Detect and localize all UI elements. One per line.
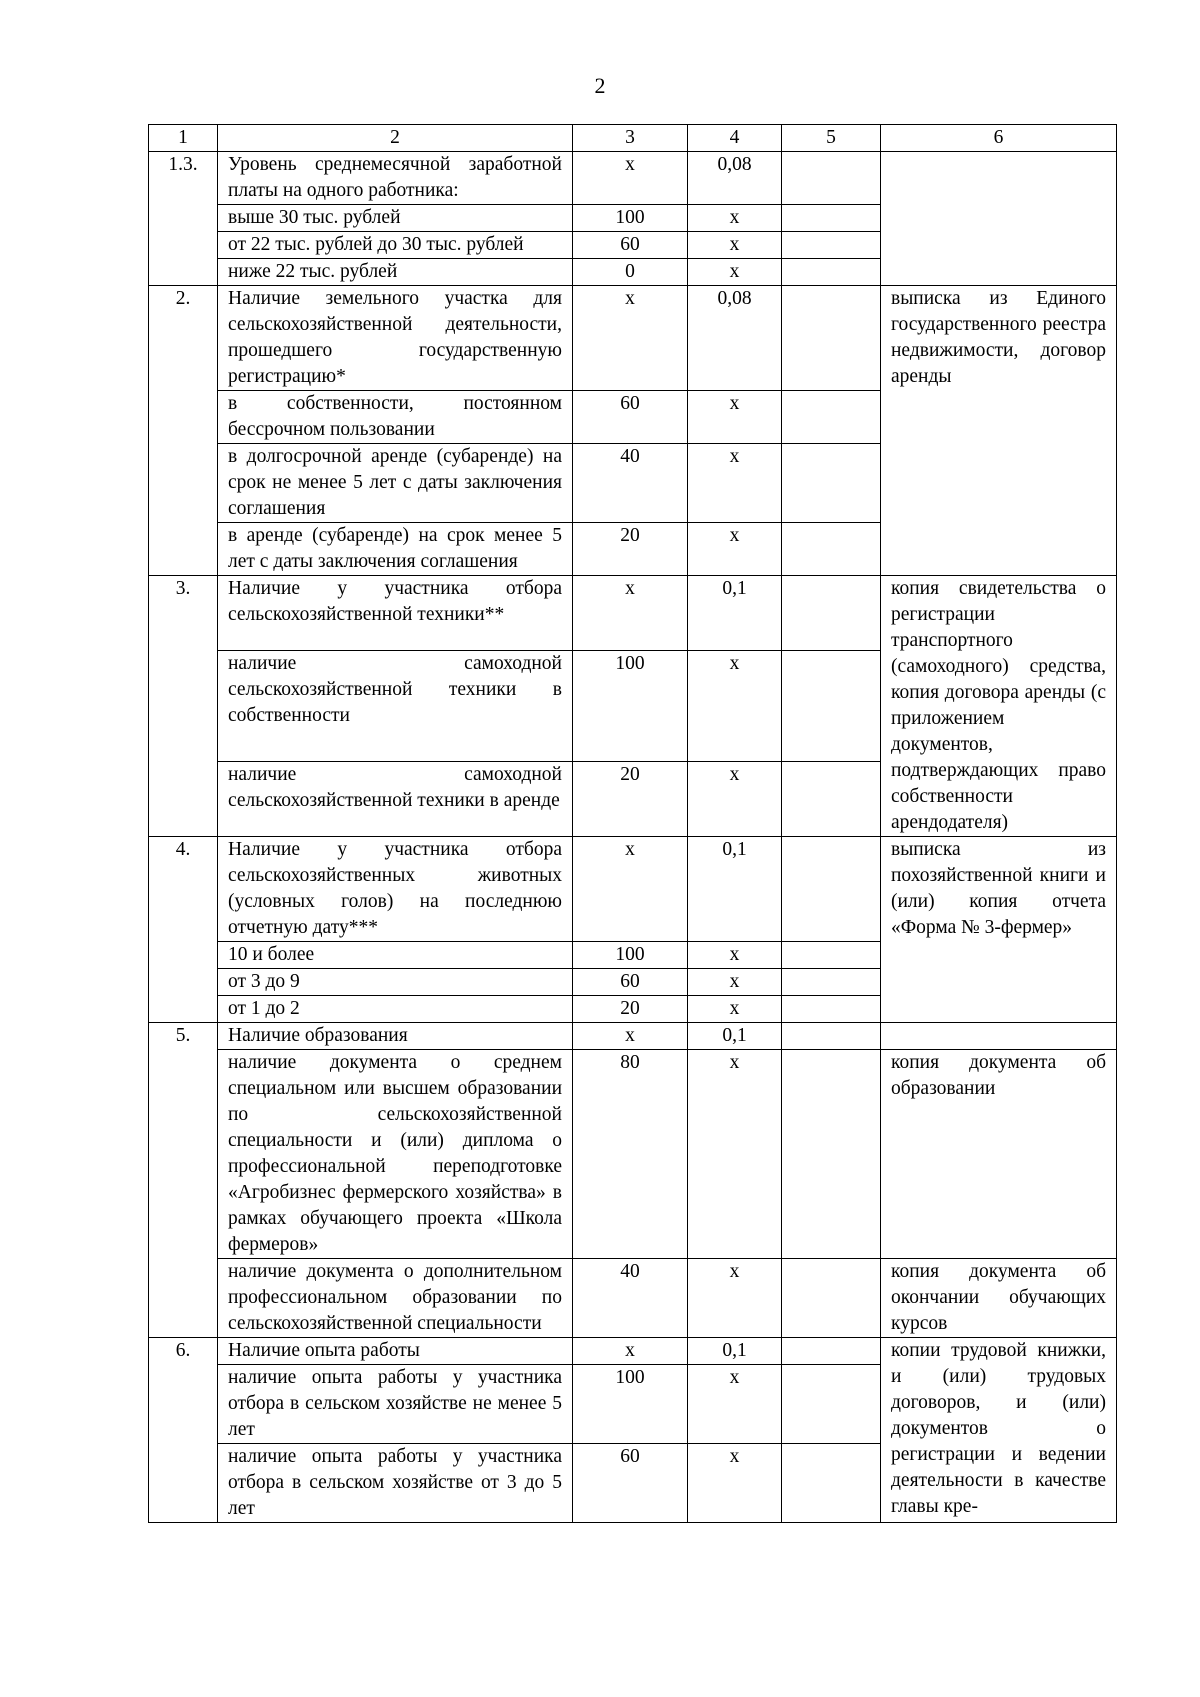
- points-cell: 60: [573, 969, 688, 996]
- score-cell: [782, 762, 881, 837]
- weight-cell: х: [688, 650, 782, 761]
- criterion-cell: в собственности, постоянном бессрочном пользовании: [218, 391, 573, 444]
- weight-cell: х: [688, 1259, 782, 1338]
- table-row: [149, 1050, 1117, 1259]
- weight-cell: 0,08: [688, 286, 782, 391]
- table-row: [149, 286, 1117, 391]
- score-cell: [782, 444, 881, 523]
- criterion-cell: наличие самоходной сельскохозяйственной техники в собственности: [218, 650, 573, 761]
- document-cell: копия свидетельства о регистрации транспортного (самоходного) средства, копия договора аренды (с приложением документов, подтверждающих право собственности арендодателя): [881, 576, 1117, 837]
- criterion-cell: 10 и более: [218, 942, 573, 969]
- weight-cell: х: [688, 942, 782, 969]
- score-cell: [782, 1444, 881, 1523]
- criterion-cell: от 22 тыс. рублей до 30 тыс. рублей: [218, 232, 573, 259]
- weight-cell: 0,08: [688, 152, 782, 205]
- header-cell: 2: [218, 125, 573, 152]
- document-cell: выписка из похозяйственной книги и (или) копия отчета «Форма № 3-фермер»: [881, 837, 1117, 1023]
- score-cell: [782, 1338, 881, 1365]
- criterion-cell: наличие документа о среднем специальном или высшем образовании по сельскохозяйственной специальности и (или) диплома о профессиональной переподготовке «Агробизнес фермерского хозяйства» в рамках обучающего проекта «Школа фермеров»: [218, 1050, 573, 1259]
- points-cell: 60: [573, 391, 688, 444]
- weight-cell: 0,1: [688, 1023, 782, 1050]
- points-cell: х: [573, 576, 688, 651]
- points-cell: 40: [573, 1259, 688, 1338]
- header-cell: 1: [149, 125, 218, 152]
- weight-cell: 0,1: [688, 1338, 782, 1365]
- weight-cell: х: [688, 996, 782, 1023]
- score-cell: [782, 969, 881, 996]
- page-number: 2: [594, 73, 606, 98]
- score-cell: [782, 1259, 881, 1338]
- points-cell: 100: [573, 1365, 688, 1444]
- criterion-cell: Наличие земельного участка для сельскохозяйственной деятельности, прошедшего государственную регистрацию*: [218, 286, 573, 391]
- weight-cell: х: [688, 523, 782, 576]
- score-cell: [782, 650, 881, 761]
- weight-cell: х: [688, 762, 782, 837]
- table-row: [149, 1259, 1117, 1338]
- weight-cell: 0,1: [688, 576, 782, 651]
- score-cell: [782, 1023, 881, 1050]
- document-cell: копия документа об окончании обучающих курсов: [881, 1259, 1117, 1338]
- score-cell: [782, 152, 881, 205]
- score-cell: [782, 523, 881, 576]
- criterion-cell: от 1 до 2: [218, 996, 573, 1023]
- criterion-cell: Уровень среднемесячной заработной платы на одного работника:: [218, 152, 573, 205]
- points-cell: 0: [573, 259, 688, 286]
- points-cell: х: [573, 837, 688, 942]
- weight-cell: х: [688, 205, 782, 232]
- points-cell: 100: [573, 942, 688, 969]
- criterion-cell: в долгосрочной аренде (субаренде) на срок не менее 5 лет с даты заключения соглашения: [218, 444, 573, 523]
- weight-cell: х: [688, 391, 782, 444]
- points-cell: 20: [573, 762, 688, 837]
- points-cell: 20: [573, 523, 688, 576]
- points-cell: х: [573, 1338, 688, 1365]
- table-row: [149, 152, 1117, 205]
- weight-cell: х: [688, 969, 782, 996]
- points-cell: х: [573, 286, 688, 391]
- weight-cell: х: [688, 232, 782, 259]
- header-cell: 3: [573, 125, 688, 152]
- criterion-cell: Наличие у участника отбора сельскохозяйственной техники**: [218, 576, 573, 651]
- points-cell: 60: [573, 232, 688, 259]
- document-cell: копия документа об образовании: [881, 1050, 1117, 1259]
- points-cell: 40: [573, 444, 688, 523]
- table-body: [149, 125, 1117, 1523]
- criteria-table: [148, 124, 1117, 1523]
- document-cell: [881, 1023, 1117, 1050]
- score-cell: [782, 232, 881, 259]
- points-cell: 100: [573, 205, 688, 232]
- table-row: [149, 576, 1117, 651]
- score-cell: [782, 996, 881, 1023]
- row-number: 3.: [149, 576, 218, 837]
- criterion-cell: в аренде (субаренде) на срок менее 5 лет с даты заключения соглашения: [218, 523, 573, 576]
- document-cell: выписка из Единого государственного реестра недвижимости, договор аренды: [881, 286, 1117, 576]
- score-cell: [782, 205, 881, 232]
- weight-cell: х: [688, 1365, 782, 1444]
- weight-cell: х: [688, 1050, 782, 1259]
- weight-cell: х: [688, 259, 782, 286]
- criterion-cell: наличие самоходной сельскохозяйственной техники в аренде: [218, 762, 573, 837]
- criterion-cell: от 3 до 9: [218, 969, 573, 996]
- score-cell: [782, 1365, 881, 1444]
- points-cell: х: [573, 1023, 688, 1050]
- score-cell: [782, 259, 881, 286]
- points-cell: 100: [573, 650, 688, 761]
- weight-cell: 0,1: [688, 837, 782, 942]
- criterion-cell: Наличие опыта работы: [218, 1338, 573, 1365]
- header-row: [149, 125, 1117, 152]
- criterion-cell: наличие опыта работы у участника отбора в сельском хозяйстве от 3 до 5 лет: [218, 1444, 573, 1523]
- score-cell: [782, 576, 881, 651]
- row-number: 4.: [149, 837, 218, 1023]
- score-cell: [782, 391, 881, 444]
- score-cell: [782, 1050, 881, 1259]
- points-cell: 60: [573, 1444, 688, 1523]
- row-number: 5.: [149, 1023, 218, 1338]
- header-cell: 5: [782, 125, 881, 152]
- row-number: 1.3.: [149, 152, 218, 286]
- weight-cell: х: [688, 1444, 782, 1523]
- header-cell: 4: [688, 125, 782, 152]
- points-cell: 80: [573, 1050, 688, 1259]
- score-cell: [782, 286, 881, 391]
- criterion-cell: наличие опыта работы у участника отбора в сельском хозяйстве не менее 5 лет: [218, 1365, 573, 1444]
- criterion-cell: Наличие образования: [218, 1023, 573, 1050]
- document-cell: [881, 152, 1117, 286]
- table-row: [149, 1338, 1117, 1365]
- table-row: [149, 837, 1117, 942]
- table-row: [149, 1023, 1117, 1050]
- score-cell: [782, 837, 881, 942]
- header-cell: 6: [881, 125, 1117, 152]
- points-cell: 20: [573, 996, 688, 1023]
- criterion-cell: выше 30 тыс. рублей: [218, 205, 573, 232]
- row-number: 6.: [149, 1338, 218, 1523]
- document-cell: копии трудовой книжки, и (или) трудовых договоров, и (или) документов о регистрации и ведении деятельности в качестве главы кре-: [881, 1338, 1117, 1523]
- criterion-cell: наличие документа о дополнительном профессиональном образовании по сельскохозяйственной специальности: [218, 1259, 573, 1338]
- criterion-cell: Наличие у участника отбора сельскохозяйственных животных (условных голов) на последнюю отчетную дату***: [218, 837, 573, 942]
- points-cell: х: [573, 152, 688, 205]
- criterion-cell: ниже 22 тыс. рублей: [218, 259, 573, 286]
- score-cell: [782, 942, 881, 969]
- row-number: 2.: [149, 286, 218, 576]
- weight-cell: х: [688, 444, 782, 523]
